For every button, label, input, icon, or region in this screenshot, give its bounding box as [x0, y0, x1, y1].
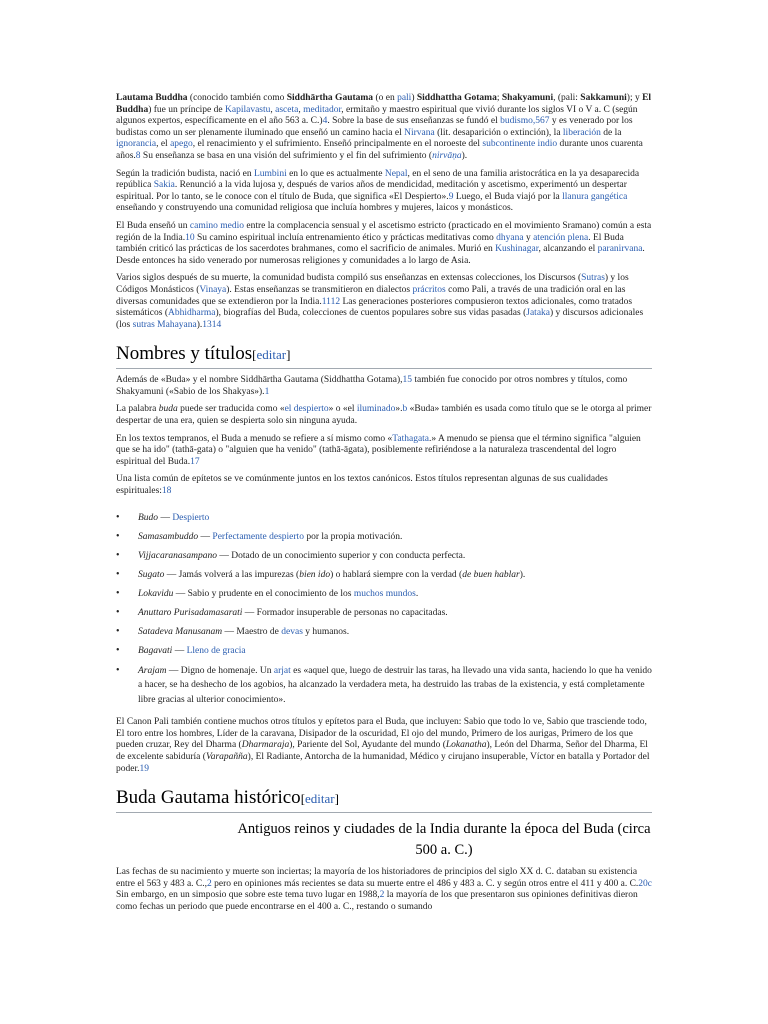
ref-link[interactable]: 1314 [202, 319, 222, 330]
tathagata-paragraph: En los textos tempranos, el Buda a menudo se refiere a sí mismo como «Tathagata.» A menudo se piensa que el término significa "alguien que se ha ido" (tathā-gata) o "alguien que ha venido" (tathā-āgata), posiblemente refiriéndose a la naturaleza trascendental del logro espiritual del Buda.17 [116, 433, 641, 467]
bullet-icon: • [116, 606, 120, 618]
bullet-icon: • [116, 664, 120, 676]
ref-link[interactable]: 2 [207, 878, 212, 889]
link-nirvana-italic[interactable]: nirvāṇa [432, 150, 462, 161]
link-kapilavastu[interactable]: Kapilavastu [225, 104, 271, 115]
ref-link[interactable]: 20c [638, 878, 653, 889]
bullet-icon: • [116, 549, 120, 561]
section-heading-nombres: Nombres y títulos[editar] [116, 343, 652, 369]
bullet-icon: • [116, 625, 120, 637]
canon-paragraph: El Canon Pali también contiene muchos otros títulos y epítetos para el Buda, que incluyen: Sabio que todo lo ve, Sabio que trasciende todo, El toro entre los hombres, Líder de la caravana, Disipador de la oscuridad, El ojo del mundo, Primero de los aurigas, Primero de los que pueden cruzar, Rey del Dharma (Dharmaraja), Pariente del Sol, Ayudante del mundo (Lokanatha), León del Dharma, Señor del Dharma, El de excelente sabiduría (Varapañña), El Radiante, Antorcha de la humanidad, Médico y cirujano insuperable, Víctor en batalla y Portador del poder.19 [116, 717, 650, 774]
link-devas[interactable]: devas [281, 626, 303, 637]
bold-term: Lautama Buddha [116, 93, 188, 103]
link-paranirvana[interactable]: paranirvana [597, 244, 643, 255]
ref-link[interactable]: 19 [139, 763, 149, 774]
ref-link[interactable]: 8 [135, 150, 141, 161]
link-camino-medio[interactable]: camino medio [189, 220, 244, 231]
bullet-icon: • [116, 587, 120, 599]
birth-paragraph: Según la tradición budista, nació en Lumbini en lo que es actualmente Nepal, en el seno de una familia aristocrática en la ya desaparecida república Sakia. Renunció a la vida lujosa y, después de varios años de mendicidad, meditación y ascetismo, experimentó un despertar espiritual. Por lo tanto, se le conoce con el título de Buda, que significa «El Despierto».9 Luego, el Buda viajó por la llanura gangética enseñando y construyendo una comunidad religiosa que incluía hombres y mujeres, laicos y monásticos. [116, 168, 640, 214]
list-item: • Bagavati — Lleno de gracia [116, 644, 246, 656]
link-sakia[interactable]: Sakia [153, 180, 175, 191]
link-muchos-mundos[interactable]: muchos mundos [353, 588, 416, 599]
ref-link[interactable]: 6 [539, 116, 545, 127]
link-vinaya[interactable]: Vinaya [199, 284, 227, 295]
link-subcontinente[interactable]: subcontinente indio [482, 139, 558, 150]
link-despierto[interactable]: Despierto [172, 512, 210, 523]
teaching-paragraph: El Buda enseñó un camino medio entre la complacencia sensual y el ascetismo estricto (practicado en el movimiento Sramano) común a esta región de la India.10 Su camino espiritual incluía entrenamiento ético y prácticas meditativas como dhyana y atención plena. El Buda también criticó las prácticas de los sacerdotes brahmanes, como el sacrificio de animales. Murió en Kushinagar, alcanzando el paranirvana. Desde entonces ha sido venerado por numerosas religiones y comunidades a lo largo de Asia. [116, 220, 652, 266]
list-item: • Arajam — Digno de homenaje. Un arjat es «aquel que, luego de destruir las taras, ha llevado una vida santa, haciendo lo que ha venido a hacer, se ha deshecho de los agobios, ha alcanzado la verdadera meta, ha destruido las trabas de la existencia, y está completamente libre gracias al ulterior conocimiento». [116, 664, 652, 705]
article-body [116, 93, 652, 919]
link-sutras-mahayana[interactable]: sutras Mahayana [132, 319, 197, 330]
names-paragraph: Además de «Buda» y el nombre Siddhārtha Gautama (Siddhattha Gotama),15 también fue conocido por otros nombres y títulos, como Shakyamuni («Sabio de los Shakyas»).1 [116, 375, 628, 397]
list-item: • Vijjacaranasampano — Dotado de un conocimiento superior y con conducta perfecta. [116, 549, 466, 561]
bold-term: Siddhattha Gotama [416, 93, 497, 103]
intro-paragraph: Lautama Buddha (conocido también como Siddhārtha Gautama (o en pali) Siddhattha Gotama; Shakyamuni, (pali: Sakkamuni); y El Buddha) fue un príncipe de Kapilavastu, asceta, meditador, ermitaño y maestro espiritual que vivió durante los siglos VI o V a. C (según algunos expertos, específicamente en el año 563 a. C.)4. Sobre la base de sus enseñanzas se fundó el budismo,567 y es venerado por los budistas como un ser plenamente iluminado que enseñó un camino hacia el Nirvana (lit. desaparición o extinción), la liberación de la ignorancia, el apego, el renacimiento y el sufrimiento. Enseñó principalmente en el noroeste del subcontinente indio durante unos cuarenta años.8 Su enseñanza se basa en una visión del sufrimiento y el fin del sufrimiento (nirvāṇa). [116, 93, 652, 161]
list-item: • Samasambuddo — Perfectamente despierto por la propia motivación. [116, 530, 403, 542]
link-atencion-plena[interactable]: atención plena [533, 232, 589, 243]
list-item: • Anuttaro Purisadamasarati — Formador insuperable de personas no capacitadas. [116, 606, 448, 618]
link-kushinagar[interactable]: Kushinagar [495, 244, 539, 255]
ref-link[interactable]: 1 [264, 386, 270, 397]
list-item: • Lokavidu — Sabio y prudente en el conocimiento de los muchos mundos. [116, 587, 419, 599]
link-lleno-de-gracia[interactable]: Lleno de gracia [186, 645, 246, 656]
list-item: • Satadeva Manusanam — Maestro de devas y humanos. [116, 625, 350, 637]
ref-link[interactable]: 9 [448, 191, 454, 202]
bullet-icon: • [116, 511, 120, 523]
link-jataka[interactable]: Jataka [526, 308, 551, 319]
bold-term: Sakkamuni [580, 93, 627, 103]
epithets-list [116, 512, 652, 708]
link-llanura[interactable]: llanura gangética [562, 191, 628, 202]
ref-link[interactable]: 18 [161, 486, 172, 497]
link-budismo[interactable]: budismo [500, 116, 533, 127]
link-apego[interactable]: apego [170, 139, 193, 150]
link-pali[interactable]: pali [397, 93, 412, 103]
ref-link[interactable]: 1112 [321, 296, 341, 307]
link-arjat[interactable]: arjat [273, 665, 291, 676]
link-el-despierto[interactable]: el despierto [284, 404, 329, 415]
ref-link[interactable]: 15 [402, 375, 413, 386]
link-tathagata[interactable]: Tathagata [392, 433, 430, 444]
ref-link[interactable]: 10 [185, 232, 195, 243]
ref-link[interactable]: b [402, 404, 408, 415]
buda-word-paragraph: La palabra buda puede ser traducida como «el despierto» o «el iluminado».b «Buda» también es usada como título que se le otorga al primer despertar de una era, quien se despierta solo sin ninguna ayuda. [116, 404, 652, 427]
dates-paragraph: Las fechas de su nacimiento y muerte son inciertas; la mayoría de los historiadores de principios del siglo XX d. C. databan su existencia entre el 563 y 483 a. C.,2 pero en opiniones más recientes se data su muerte entre el 486 y 483 a. C. y según otros entre el 411 y 400 a. C.20c Sin embargo, en un simposio que sobre este tema tuvo lugar en 1988,2 la mayoría de los que presentaron sus opiniones definitivas dieron como fechas un periodo que puede encontrarse en el 400 a. C., restando o sumando [116, 867, 653, 912]
edit-link[interactable]: editar [305, 791, 335, 807]
texts-paragraph: Varios siglos después de su muerte, la comunidad budista compiló sus enseñanzas en extensas colecciones, los Discursos (Sutras) y los Códigos Monásticos (Vinaya). Estas enseñanzas se transmitieron en dialectos prácritos como Pali, a través de una tradición oral en las diversas comunidades que se extendieron por la India.1112 Las generaciones posteriores compusieron textos adicionales, como tratados sistemáticos (Abhidharma), biografías del Buda, colecciones de cuentos populares sobre sus vidas pasadas (Jataka) y discursos adicionales (los sutras Mahayana).1314 [116, 273, 644, 330]
link-ignorancia[interactable]: ignorancia [116, 139, 157, 150]
list-item: • Sugato — Jamás volverá a las impurezas (bien ido) o hablará siempre con la verdad (de buen hablar). [116, 568, 526, 580]
link-iluminado[interactable]: iluminado [356, 404, 396, 415]
link-perfectamente-despierto[interactable]: Perfectamente despierto [212, 531, 304, 542]
link-nepal[interactable]: Nepal [384, 168, 408, 179]
link-meditador[interactable]: meditador [303, 104, 342, 115]
ref-link[interactable]: 4 [322, 116, 328, 127]
link-dhyana[interactable]: dhyana [496, 232, 524, 243]
bullet-icon: • [116, 644, 120, 656]
edit-link[interactable]: editar [256, 347, 287, 363]
link-nirvana[interactable]: Nirvana [404, 127, 435, 138]
section-heading-historico: Buda Gautama histórico[editar] [116, 787, 652, 813]
ref-link[interactable]: ,5 [532, 116, 540, 127]
bold-term: Siddhārtha Gautama [286, 93, 374, 103]
ref-link[interactable]: 2 [379, 890, 385, 901]
bold-term: Shakyamuni [501, 93, 554, 103]
link-sutras[interactable]: Sutras [581, 273, 605, 284]
ref-link[interactable]: 17 [190, 456, 200, 467]
bullet-icon: • [116, 568, 120, 580]
link-asceta[interactable]: asceta [275, 104, 299, 115]
link-pracritos[interactable]: prácritos [412, 284, 446, 295]
map-caption: Antiguos reinos y ciudades de la India durante la época del Buda (circa 500 a. C.) [237, 821, 651, 859]
link-lumbini[interactable]: Lumbini [253, 168, 287, 179]
list-item: • Budo — Despierto [116, 511, 210, 523]
bullet-icon: • [116, 530, 120, 542]
link-abhidharma[interactable]: Abhidharma [167, 308, 216, 319]
bold-term: El Buddha [116, 93, 652, 115]
link-liberacion[interactable]: liberación [562, 127, 601, 138]
ref-link[interactable]: 7 [544, 116, 550, 127]
epithets-intro-paragraph: Una lista común de epítetos se ve comúnmente juntos en los textos canónicos. Estos títulos representan algunas de sus cualidades espirituales:18 [116, 474, 608, 497]
